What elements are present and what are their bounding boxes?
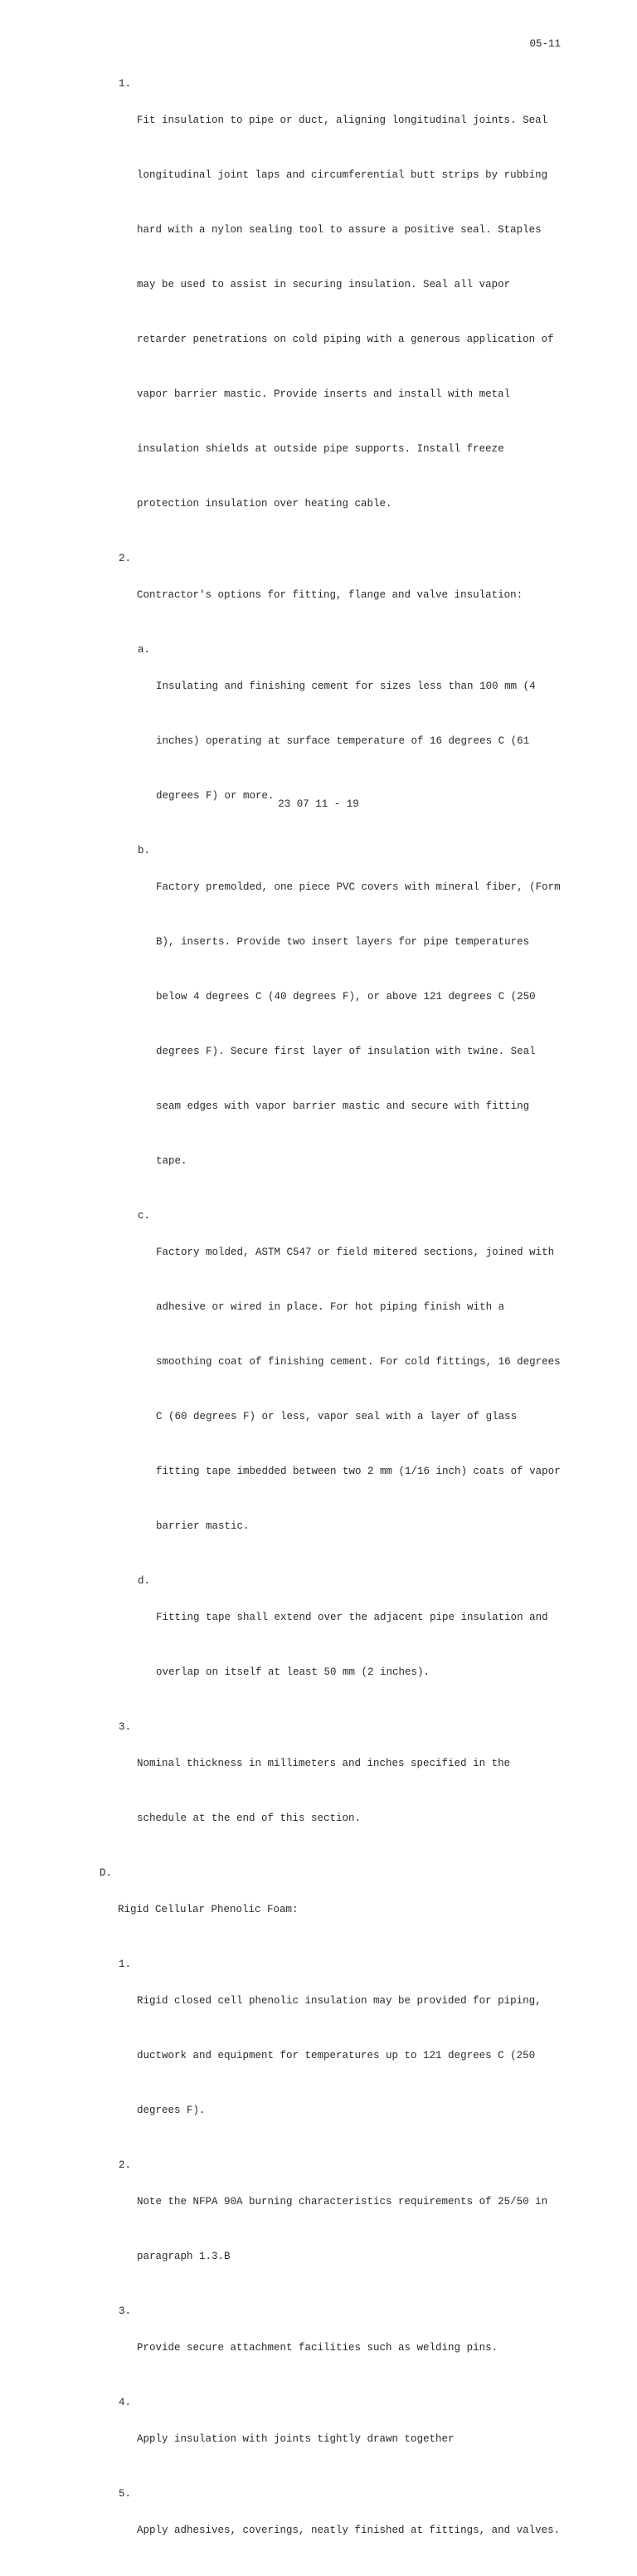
list-marker: 2. bbox=[118, 2159, 131, 2171]
text-line: seam edges with vapor barrier mastic and secure with fitting bbox=[156, 1100, 530, 1112]
list-marker: 1. bbox=[118, 78, 131, 90]
list-item-text bbox=[137, 1718, 574, 1864]
text-line: hard with a nylon sealing tool to assure a positive seal. Staples bbox=[137, 224, 542, 236]
text-line: degrees F) or more. bbox=[156, 790, 275, 802]
text-line: protection insulation over heating cable. bbox=[137, 498, 392, 510]
list-marker: 1. bbox=[118, 1959, 131, 1970]
text-line: longitudinal joint laps and circumferential butt strips by rubbing bbox=[137, 169, 548, 181]
list-item-text bbox=[137, 2393, 574, 2485]
list-marker: d. bbox=[137, 1575, 150, 1587]
text-line: Factory premolded, one piece PVC covers with mineral fiber, (Form bbox=[156, 881, 561, 893]
list-marker: c. bbox=[137, 1210, 150, 1222]
list-item bbox=[93, 549, 574, 641]
text-line: Provide secure attachment facilities such as welding pins. bbox=[137, 2342, 498, 2354]
text-line: adhesive or wired in place. For hot piping finish with a bbox=[156, 1301, 505, 1313]
list-item-text bbox=[137, 1955, 574, 2156]
list-marker: 3. bbox=[118, 1721, 131, 1733]
text-line: degrees F). bbox=[137, 2105, 206, 2116]
list-marker: a. bbox=[137, 644, 150, 656]
text-line: Apply insulation with joints tightly drawn together bbox=[137, 2433, 455, 2445]
document-body bbox=[93, 75, 574, 2576]
list-item bbox=[93, 75, 574, 549]
list-item-text bbox=[156, 641, 574, 842]
list-item-text bbox=[137, 75, 574, 549]
list-item-text bbox=[156, 842, 574, 1207]
list-marker: 2. bbox=[118, 553, 131, 564]
text-line: Factory molded, ASTM C547 or field mitered sections, joined with bbox=[156, 1247, 555, 1258]
text-line: Rigid Cellular Phenolic Foam: bbox=[118, 1904, 299, 1915]
list-marker: 3. bbox=[118, 2305, 131, 2317]
text-line: smoothing coat of finishing cement. For cold fittings, 16 degrees bbox=[156, 1356, 561, 1368]
list-item bbox=[93, 1718, 574, 1864]
section-heading-text bbox=[118, 1864, 574, 1955]
list-marker: 4. bbox=[118, 2397, 131, 2408]
list-item bbox=[93, 2393, 574, 2485]
text-line: Rigid closed cell phenolic insulation may be provided for piping, bbox=[137, 1995, 542, 2007]
sub-list-item bbox=[93, 1207, 574, 1572]
text-line: B), inserts. Provide two insert layers for pipe temperatures bbox=[156, 936, 530, 948]
page-reference: 05-11 bbox=[529, 38, 561, 50]
text-line: Insulating and finishing cement for sizes less than 100 mm (4 bbox=[156, 681, 536, 692]
text-line: degrees F). Secure first layer of insulation with twine. Seal bbox=[156, 1046, 536, 1057]
text-line: insulation shields at outside pipe supports. Install freeze bbox=[137, 443, 504, 455]
list-item-text bbox=[137, 2485, 574, 2576]
list-item bbox=[93, 2302, 574, 2393]
text-line: vapor barrier mastic. Provide inserts and install with metal bbox=[137, 388, 511, 400]
list-item bbox=[93, 1955, 574, 2156]
list-item bbox=[93, 2156, 574, 2302]
list-marker: b. bbox=[137, 845, 150, 856]
text-line: Nominal thickness in millimeters and inches specified in the bbox=[137, 1758, 511, 1769]
page-number: 23 07 11 - 19 bbox=[278, 798, 359, 810]
sub-list-item bbox=[93, 641, 574, 842]
text-line: overlap on itself at least 50 mm (2 inches). bbox=[156, 1666, 430, 1678]
sub-list-item bbox=[93, 842, 574, 1207]
text-line: retarder penetrations on cold piping with a generous application of bbox=[137, 334, 554, 345]
text-line: Apply adhesives, coverings, neatly finished at fittings, and valves. bbox=[137, 2525, 561, 2536]
text-line: Fitting tape shall extend over the adjacent pipe insulation and bbox=[156, 1612, 548, 1623]
list-item-text bbox=[156, 1207, 574, 1572]
text-line: Contractor's options for fitting, flange and valve insulation: bbox=[137, 589, 523, 601]
text-line: tape. bbox=[156, 1155, 187, 1167]
text-line: C (60 degrees F) or less, vapor seal with a layer of glass bbox=[156, 1411, 518, 1422]
text-line: below 4 degrees C (40 degrees F), or above 121 degrees C (250 bbox=[156, 991, 536, 1003]
sub-list-item bbox=[93, 1572, 574, 1718]
section-marker: D. bbox=[99, 1867, 112, 1879]
list-item bbox=[93, 2485, 574, 2576]
list-marker: 5. bbox=[118, 2488, 131, 2500]
text-line: ductwork and equipment for temperatures up to 121 degrees C (250 bbox=[137, 2050, 536, 2061]
text-line: barrier mastic. bbox=[156, 1520, 250, 1532]
text-line: fitting tape imbedded between two 2 mm (1/16 inch) coats of vapor bbox=[156, 1466, 561, 1477]
text-line: paragraph 1.3.B bbox=[137, 2251, 231, 2262]
text-line: schedule at the end of this section. bbox=[137, 1812, 362, 1824]
list-item-text bbox=[156, 1572, 574, 1718]
text-line: inches) operating at surface temperature of 16 degrees C (61 bbox=[156, 735, 530, 747]
list-item-text bbox=[137, 2302, 574, 2393]
list-item-text bbox=[137, 2156, 574, 2302]
text-line: Note the NFPA 90A burning characteristics requirements of 25/50 in bbox=[137, 2196, 548, 2208]
section-heading bbox=[93, 1864, 574, 1955]
list-item-text bbox=[137, 549, 574, 641]
text-line: may be used to assist in securing insulation. Seal all vapor bbox=[137, 279, 511, 290]
text-line: Fit insulation to pipe or duct, aligning longitudinal joints. Seal bbox=[137, 115, 548, 126]
